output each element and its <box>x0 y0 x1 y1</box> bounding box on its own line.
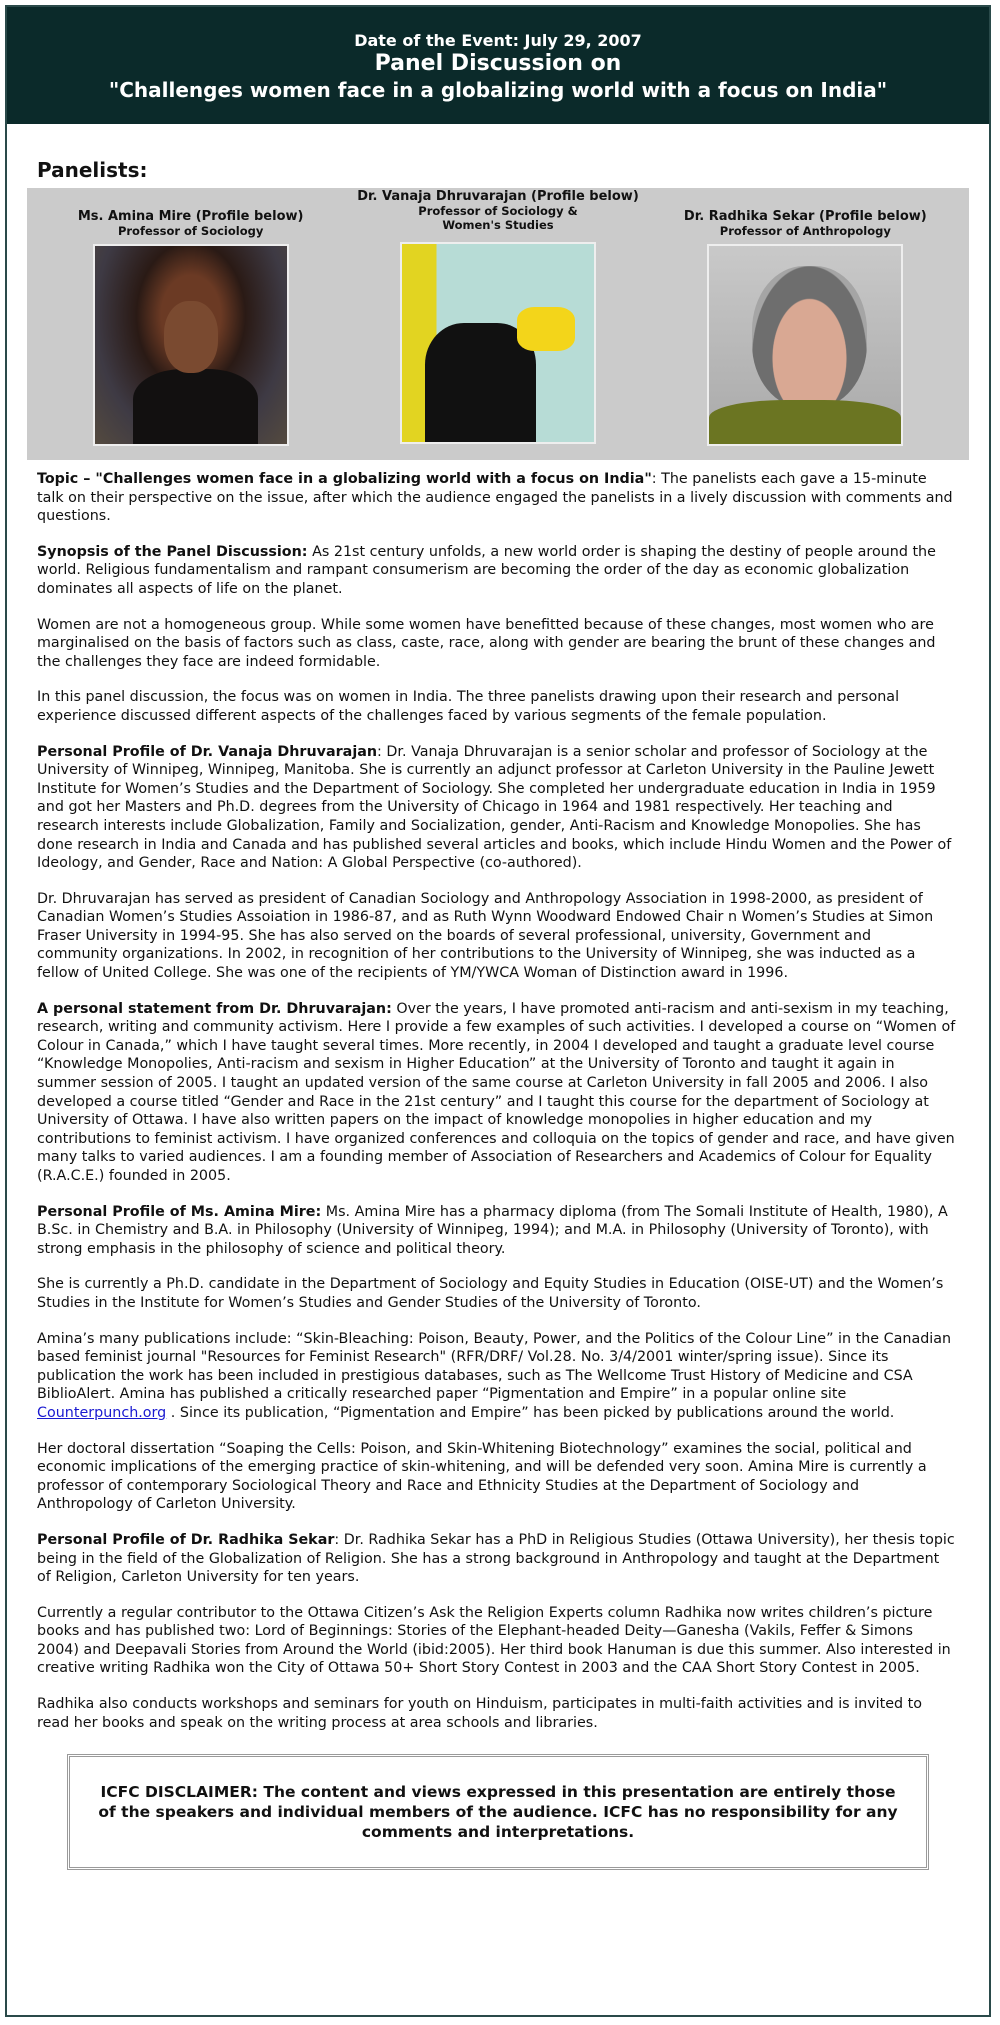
disclaimer-box <box>67 1754 929 1870</box>
portrait-photo-vanaja-dhruvarajan <box>400 242 596 444</box>
topic-label: Topic – "Challenges women face in a globalizing world with a focus on India" <box>37 471 652 487</box>
panelist-card-vanaja-dhruvarajan <box>348 188 648 460</box>
event-header <box>7 7 989 124</box>
radhika-workshops-paragraph: Radhika also conducts workshops and seminars for youth on Hinduism, participates in multi-faith activities and is invited to read her books and speak on the writing process at area schools and libraries. <box>37 1696 923 1731</box>
counterpunch-link[interactable]: Counterpunch.org <box>37 1404 167 1421</box>
panelists-gallery <box>27 188 969 460</box>
vanaja-statement-label: A personal statement from Dr. Dhruvarajan: <box>37 1000 392 1017</box>
amina-publications-paragraph: Amina’s many publications include: “Skin-Bleaching: Poison, Beauty, Power, and the Politics of the Colour Line” in the Canadian based feminist journal "Resources for Feminist Research" (RFR/DRF/ Vol.28. No. 3/4/2001 winter/spring issue). Since its publication the work has been included in prestigious databases, such as The Wellcome Trust History of Medicine and CSA BiblioAlert. Amina has published a critically researched paper “Pigmentation and Empire” in a popular online site Counterpunch.org . Since its publication, “Pigmentation and Empire” has been picked by publications around the world. <box>37 1330 952 1421</box>
amina-profile-paragraph: Personal Profile of Ms. Amina Mire: Ms. Amina Mire has a pharmacy diploma (from The Somali Institute of Health, 1980), A B.Sc. in Chemistry and B.A. in Philosophy (University of Winnipeg, 1994); and M.A. in Philosophy (University of Toronto), with strong emphasis in the philosophy of science and political theory. <box>37 1203 948 1257</box>
topic-paragraph: Topic – "Challenges women face in a globalizing world with a focus on India": The panelists each gave a 15-minute talk on their perspective on the issue, after which the audience engaged the panelists in a lively discussion with comments and questions. <box>37 471 953 525</box>
panelist-role-line2: Women's Studies <box>442 218 554 232</box>
portrait-photo-radhika-sekar <box>707 244 903 446</box>
amina-profile-label: Personal Profile of Ms. Amina Mire: <box>37 1203 322 1220</box>
event-date: Date of the Event: July 29, 2007 <box>354 31 642 50</box>
disclaimer-label: ICFC DISCLAIMER: <box>100 1783 258 1802</box>
radhika-books-paragraph: Currently a regular contributor to the Ottawa Citizen’s Ask the Religion Experts column Radhika now writes children’s picture books and has published two: Lord of Beginnings: Stories of the Elephant-headed Deity—Ganesha (Vakils, Feffer & Simons 2004) and Deepavali Stories from Around the World (ibid:2005). Her third book Hanuman is due this summer. Also interested in creative writing Radhika won the City of Ottawa 50+ Short Story Contest in 2003 and the CAA Short Story Contest in 2005. <box>37 1604 951 1677</box>
panelist-role: Professor of Anthropology <box>719 224 891 238</box>
page-frame <box>5 5 991 2017</box>
vanaja-profile-label: Personal Profile of Dr. Vanaja Dhruvarajan <box>37 743 378 760</box>
amina-dissertation-paragraph: Her doctoral dissertation “Soaping the Cells: Poison, and Skin-Whitening Biotechnology” examines the social, political and economic implications of the emerging practice of skin-whitening, and will be defended very soon. Amina Mire is currently a professor of contemporary Sociological Theory and Race and Ethnicity Studies at the Department of Sociology and Anthropology of Carleton University. <box>37 1440 927 1513</box>
vanaja-profile-paragraph: Personal Profile of Dr. Vanaja Dhruvarajan: Dr. Vanaja Dhruvarajan is a senior scholar and professor of Sociology at the University of Winnipeg, Winnipeg, Manitoba. She is currently an adjunct professor at Carleton University in the Pauline Jewett Institute for Women’s Studies and the Department of Sociology. She completed her undergraduate education in India in 1959 and got her Masters and Ph.D. degrees from the University of Chicago in 1964 and 1981 respectively. Her teaching and research interests include Globalization, Family and Socialization, gender, Anti-Racism and Knowledge Monopolies. She has done research in India and Canada and has published several articles and books, which include Hindu Women and the Power of Ideology, and Gender, Race and Nation: A Global Perspective (co-authored). <box>37 743 952 872</box>
panelist-name: Ms. Amina Mire (Profile below) <box>77 209 304 224</box>
event-subtitle: "Challenges women face in a globalizing world with a focus on India" <box>108 78 888 102</box>
radhika-profile-label: Personal Profile of Dr. Radhika Sekar <box>37 1531 335 1548</box>
panelist-role: Professor of Sociology & <box>418 204 578 218</box>
portrait-photo-amina-mire <box>93 244 289 446</box>
panelist-card-amina-mire <box>41 188 341 460</box>
synopsis-label: Synopsis of the Panel Discussion: <box>37 543 308 560</box>
panelist-name: Dr. Vanaja Dhruvarajan (Profile below) <box>357 189 639 204</box>
disclaimer-text: ICFC DISCLAIMER: The content and views expressed in this presentation are entirely those of the speakers and individual members of the audience. ICFC has no responsibility for any comments and interpretations. <box>98 1783 898 1842</box>
vanaja-service-paragraph: Dr. Dhruvarajan has served as president of Canadian Sociology and Anthropology Association in 1998-2000, as president of Canadian Women’s Studies Assoiation in 1986-87, and as Ruth Wynn Woodward Endowed Chair n Women’s Studies at Simon Fraser University in 1994-95. She has also served on the boards of several professional, university, Government and community organizations. In 2002, in recognition of her contributions to the University of Winnipeg, she was inducted as a fellow of United College. She was one of the recipients of YM/YWCA Woman of Distinction award in 1996. <box>37 890 934 982</box>
panelist-role: Professor of Sociology <box>117 224 264 238</box>
vanaja-statement-paragraph: A personal statement from Dr. Dhruvarajan: Over the years, I have promoted anti-racism and anti-sexism in my teaching, research, writing and community activism. Here I provide a few examples of such activities. I developed a course on “Women of Colour in Canada,” which I have taught several times. More recently, in 2004 I developed and taught a graduate level course “Knowledge Monopolies, Anti-racism and sexism in Higher Education” at the University of Toronto and taught it again in summer session of 2005. I taught an updated version of the same course at Carleton University in fall 2005 and 2006. I also developed a course titled “Gender and Race in the 21st century” and I taught this course for the department of Sociology at University of Ottawa. I have also written papers on the impact of knowledge monopolies in higher education and my contributions to feminist activism. I have organized conferences and colloquia on the topics of gender and race, and have given many talks to varied audiences. I am a founding member of Association of Researchers and Academics of Colour for Equality (R.A.C.E.) founded in 2005. <box>37 1000 956 1184</box>
event-title: Panel Discussion on <box>374 51 622 76</box>
synopsis-paragraph: Synopsis of the Panel Discussion: As 21st century unfolds, a new world order is shaping the destiny of people around the world. Religious fundamentalism and rampant consumerism are becoming the order of the day as economic globalization dominates all aspects of life on the planet. <box>37 543 936 597</box>
panelist-card-radhika-sekar <box>655 188 955 460</box>
radhika-profile-paragraph: Personal Profile of Dr. Radhika Sekar: Dr. Radhika Sekar has a PhD in Religious Studies (Ottawa University), her thesis topic being in the field of the Globalization of Religion. She has a strong background in Anthropology and taught at the Department of Religion, Carleton University for ten years. <box>37 1531 955 1586</box>
women-paragraph: Women are not a homogeneous group. While some women have benefitted because of these changes, most women who are marginalised on the basis of factors such as class, caste, race, along with gender are bearing the brunt of these changes and the challenges they face are indeed formidable. <box>37 616 936 670</box>
panelist-name: Dr. Radhika Sekar (Profile below) <box>683 209 927 224</box>
focus-paragraph: In this panel discussion, the focus was on women in India. The three panelists drawing upon their research and personal experience discussed different aspects of the challenges faced by various segments of the female population. <box>37 689 900 724</box>
amina-phd-paragraph: She is currently a Ph.D. candidate in the Department of Sociology and Equity Studies in Education (OISE-UT) and the Women’s Studies in the Institute for Women’s Studies and Gender Studies of the University of Toronto. <box>37 1276 944 1311</box>
panelists-heading: Panelists: <box>37 158 148 182</box>
article-body <box>7 470 989 1732</box>
